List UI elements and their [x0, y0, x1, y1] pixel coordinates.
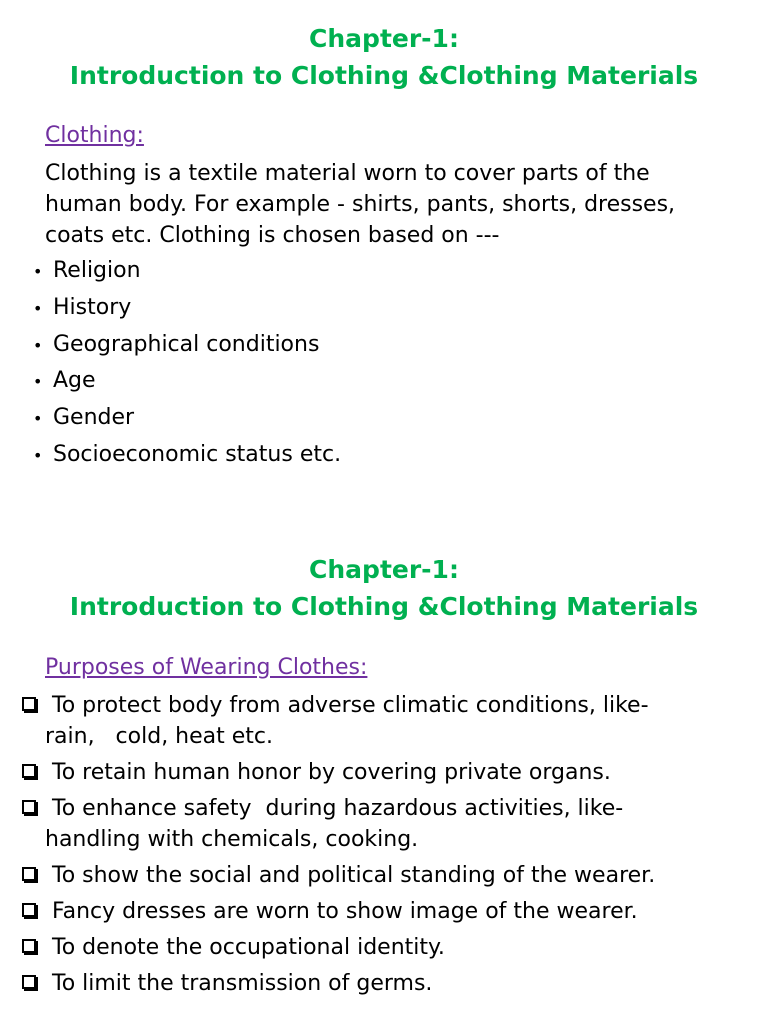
title-chapter: Chapter-1: [309, 555, 459, 584]
purpose-list [22, 690, 655, 1004]
list-item: To limit the transmission of germs. [22, 968, 655, 999]
checkbox-icon [22, 764, 36, 778]
bullet-dot-icon: • [33, 298, 43, 318]
slide-title [0, 551, 768, 625]
list-item: To retain human honor by covering private organs. [22, 757, 655, 788]
list-item: To enhance safety during hazardous activities, like- handling with chemicals, cooking. [22, 793, 655, 855]
list-item: • Socioeconomic status etc. [33, 437, 341, 474]
checkbox-icon [22, 697, 36, 711]
bullet-dot-icon: • [33, 409, 43, 429]
list-item: • Age [33, 363, 341, 400]
bullet-dot-icon: • [33, 372, 43, 392]
title-topic: Introduction to Clothing &Clothing Materials [69, 61, 699, 90]
list-item: To denote the occupational identity. [22, 932, 655, 963]
list-item: • Geographical conditions [33, 327, 341, 364]
checkbox-icon [22, 800, 36, 814]
title-chapter: Chapter-1: [309, 24, 459, 53]
title-topic: Introduction to Clothing &Clothing Materials [69, 592, 699, 621]
checkbox-icon [22, 903, 36, 917]
list-item: • Gender [33, 400, 341, 437]
list-item: To show the social and political standing of the wearer. [22, 860, 655, 891]
list-item: To protect body from adverse climatic conditions, like- rain, cold, heat etc. [22, 690, 655, 752]
factor-list [33, 253, 341, 474]
bullet-dot-icon: • [33, 262, 43, 281]
slide-purposes [0, 532, 768, 1024]
list-item: • Religion [33, 253, 341, 290]
slide-clothing [0, 0, 768, 500]
bullet-dot-icon: • [33, 335, 43, 355]
section-heading: Purposes of Wearing Clothes: [45, 655, 368, 680]
checkbox-icon [22, 939, 36, 953]
slide-title [0, 20, 768, 94]
bullet-dot-icon: • [33, 445, 43, 465]
section-heading: Clothing: [45, 123, 144, 148]
paragraph-line: human body. For example - shirts, pants, shorts, dresses, [45, 192, 676, 217]
checkbox-icon [22, 975, 36, 989]
list-item: Fancy dresses are worn to show image of the wearer. [22, 896, 655, 927]
list-item: • History [33, 290, 341, 327]
intro-paragraph [45, 158, 755, 251]
paragraph-line: coats etc. Clothing is chosen based on --- [45, 223, 500, 248]
paragraph-line: Clothing is a textile material worn to cover parts of the [45, 161, 650, 186]
checkbox-icon [22, 867, 36, 881]
